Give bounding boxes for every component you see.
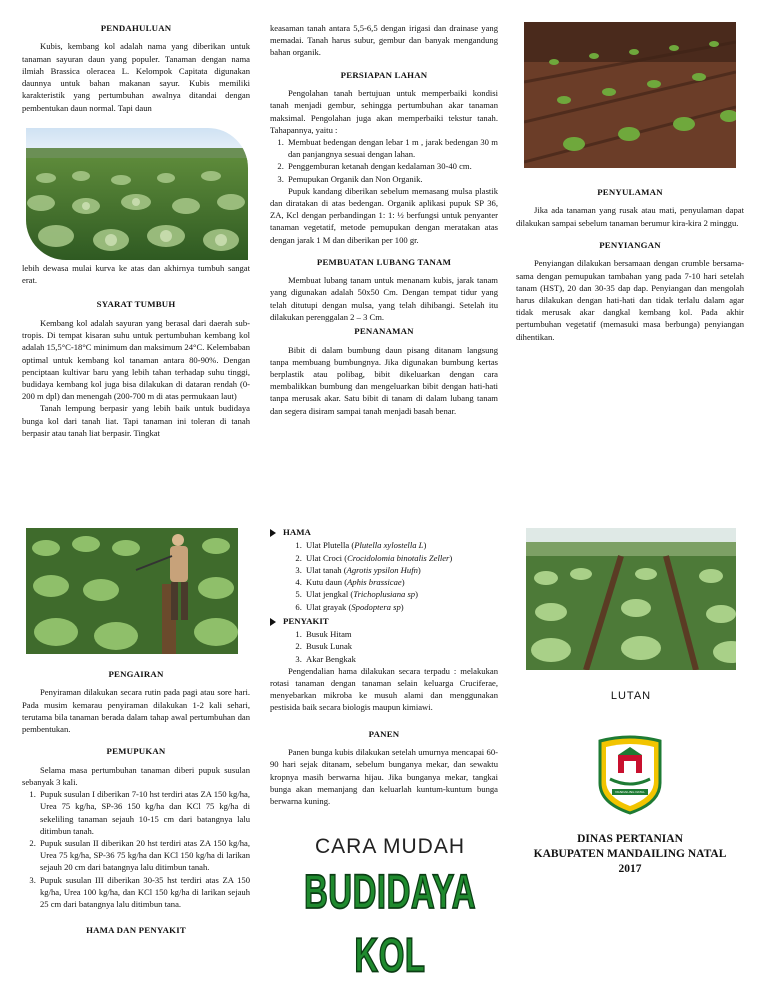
pemupukan-heading: PEMUPUKAN [106,746,166,757]
seal-text: MANDAILING NATAL [615,790,645,794]
triangle-bullet-icon [270,529,276,537]
panen-text: Panen bunga kubis dilakukan setelah umurnya mencapai 60-90 hari sejak ditanam, sebelum bunganya mekar, dan sewaktu kropnya masih berwarna hijau. Jika bunganya mekar, tangkai bunga akan memanjang dan keluarlah kuntum-kuntum bunga berwarna kuning. [270,747,498,806]
penyulaman-text: Jika ada tanaman yang rusak atau mati, penyulaman dapat dilakukan sampai sebelum tanaman berumur kira-kira 2 minggu. [516,205,744,228]
cover-title-line1: CARA MUDAH [314,835,466,858]
hama-item: 5. Ulat jengkal (Trichoplusiana sp) [304,588,498,600]
pengairan-heading: PENGAIRAN [108,669,164,679]
col-pendahuluan-cont [22,262,250,439]
hama-list [270,539,498,612]
triangle-bullet-icon [270,618,276,626]
pengairan-text: Penyiraman dilakukan secara rutin pada pagi atau sore hari. Pada musim kemarau penyiraman dilakukan 1-2 kali sehari, terutama bila tanaman berada dalam tahap awal pertumbuhan dan pembentukan. [22,687,250,735]
lahan-step: 1. Membuat bedengan dengan lebar 1 m , jarak bedengan 30 m dan panjangnya sesuai dengan lahan. [286,136,498,160]
regency-seal-icon [596,735,664,815]
col-hama [270,524,498,807]
pendahuluan-text-cont: lebih dewasa mulai kurva ke atas dan akhirnya tumbuh sangat erat. [22,263,250,286]
hama-item: 3. Ulat tanah (Agrotis ypsilon Hufn) [304,564,498,576]
lubang-heading: PEMBUATAN LUBANG TANAM [316,256,452,267]
publisher-regency: KABUPATEN MANDAILING NATAL [533,847,727,860]
hama-latin: Agrotis ypsilon Hufn [346,564,418,575]
pemupukan-item: 2. Pupuk susulan II diberikan 20 hst terdiri atas ZA 150 kg/ha, Urea 75 kg/ha, SP-36 75 kg/ha dan KCl 150 kg/ha di larikan sejauh 20 cm dari batangnya lalu ditimbun tanah. [38,837,250,874]
lahan-text-2: Pupuk kandang diberikan sebelum memasang mulsa plastik dan diratakan di atas bedengan. Organik aplikasi pupuk SP 36, ZA, Kcl dengan perbandingan 1: 1: ½ berfungsi untuk penyanter tanaman vegetatif, metode pemupukan dengan meratakan atas dengan jarak 1 M dan diberikan per 100 gr. [270,185,498,245]
hama-name: Ulat tanah [306,564,342,575]
hama-name: Kutu daun [306,577,343,588]
hama-latin: Crocidolomia binotalis Zeller [347,552,450,563]
pendahuluan-text: Kubis, kembang kol adalah nama yang diberikan untuk tanaman sayuran daun yang populer. Tanaman dengan nama ilmiah Brassica oleracea L. Kelompok Capitata digunakan daunnya untuk bahan makanan sayur. Kubis memiliki karakteristik yang pertumbuhan awalnya ditandai dengan pembentukan daun normal. Tapi daun [22,41,250,113]
pengendalian-text: Pengendalian hama dilakukan secara terpadu : melakukan rotasi tanaman dengan tanaman selain keluarga Cruciferae, menyebarkan mikroba ke musuh alami dan menggunakan pestisida baik secara biologis maupun kimiawi. [270,665,498,713]
pemupukan-text: Selama masa pertumbuhan tanaman diberi pupuk susulan sebanyak 3 kali. [22,764,250,787]
hama-name: Ulat grayak [306,601,347,612]
hama-latin: Plutella xylostella L [354,540,424,551]
col-pengairan [22,668,250,943]
hama-item: 6. Ulat grayak (Spodoptera sp) [304,601,498,613]
penyulaman-heading: PENYULAMAN [597,187,663,197]
cabbage-rows-photo [526,528,736,670]
lutan-label: LUTAN [610,690,652,702]
penyakit-item: 3. Akar Bengkak [304,653,498,665]
cabbage-field-photo [26,128,248,260]
hama-item: 1. Ulat Plutella (Plutella xylostella L) [304,539,498,551]
hama-label-row [270,526,498,538]
penyakit-label-row [270,615,498,627]
hama-latin: Trichoplusiana sp [353,589,416,600]
syarat-text-1: Kembang kol adalah sayuran yang berasal dari daerah sub-tropis. Di tempat kisaran suhu untuk pertumbuhan kembang kol adalah 15,5°C-18°C minimum dan maksimum 24°C. Kelembaban optimal untuk kembang kol tanaman antara 80-90%. Dengan penciptaan kultivar baru yang lebih tahan terhadap suhu tinggi, budidaya kembang kol juga bisa dilakukan di dataran rendah (0-200 m dpl) dan menengah (200-700 m di atas permukaan laut) [22,317,250,402]
hama-name: Ulat Croci [306,552,343,563]
watering-photo [26,528,238,654]
hama-item: 2. Ulat Croci (Crocidolomia binotalis Zeller) [304,552,498,564]
penyakit-label: PENYAKIT [283,615,329,626]
lahan-steps [270,136,498,185]
pemupukan-list [22,788,250,910]
lahan-step: 2. Penggemburan ketanah dengan kedalaman 30-40 cm. [286,160,498,172]
cover-title [290,835,490,982]
publisher-year: 2017 [618,862,642,875]
syarat-heading: SYARAT TUMBUH [96,299,176,310]
cover-title-line2: BUDIDAYA KOL [303,864,477,982]
publisher-block [516,832,744,877]
lahan-step: 3. Pemupukan Organik dan Non Organik. [286,173,498,185]
penanaman-heading: PENANAMAN [354,326,414,337]
hama-latin: Spodoptera sp [351,601,401,612]
penyakit-item: 2. Busuk Lunak [304,640,498,652]
penyiangan-heading: PENYIANGAN [599,239,661,250]
hama-latin: Aphis brassicae [347,577,402,588]
penyakit-item: 1. Busuk Hitam [304,628,498,640]
hama-penyakit-heading: HAMA DAN PENYAKIT [86,925,186,936]
hama-name: Ulat Plutella [306,540,350,551]
panen-heading: PANEN [368,728,400,739]
seedling-bed-photo [524,22,736,168]
col-lahan [270,22,498,417]
lubang-text: Membuat lubang tanam untuk menanam kubis, jarak tanam yang digunakan adalah 50x50 Cm. Dengan tempat tidur yang telah ditutupi dengan mulsa, yang telah dihibangi. Setelah itu dilakukan perenggalan 2 – 3 Cm. [270,275,498,322]
pemupukan-item: 3. Pupuk susulan III diberikan 30-35 hst terdiri atas ZA 150 kg/ha, Urea 100 kg/ha, dan KCl 150 kg/ha di larikan sejauh 25 cm dari batangnya lalu ditimbun tana. [38,874,250,911]
penyiangan-text: Penyiangan dilakukan bersamaan dengan crumble bersama-sama dengan pemupukan tambahan yang pada 7-10 hari setelah tanam (HST), 20 dan 30-35 dap dap. Penyiangan dan mengolah harus dilakukan dengan hati-hati dan tidak terlalu dalam agar tidak merusak akar dangkal kembang kol. Pada akhir pertumbuhan vegetatif (memasuki masa berbunga) penyiangan dihentikan. [516,258,744,342]
col-pendahuluan [22,22,250,114]
penyakit-list [270,628,498,665]
lahan-intro: keasaman tanah antara 5,5-6,5 dengan irigasi dan drainase yang memadai. Tanah harus subur, gembur dan banyak mengandung bahan organik. [270,23,498,58]
hama-name: Ulat jengkal [306,589,349,600]
pemupukan-item: 1. Pupuk susulan I diberikan 7-10 hst terdiri atas ZA 150 kg/ha, Urea 75 kg/ha, SP-36 150 kg/ha dan KCl 75 kg/ha di sekeliling tanaman sejauh 10-15 cm dari batangnya lalu ditimbun tanah. [38,788,250,837]
lahan-heading: PERSIAPAN LAHAN [340,69,428,80]
pendahuluan-heading: PENDAHULUAN [100,23,172,33]
hama-item: 4. Kutu daun (Aphis brassicae) [304,576,498,588]
hama-label: HAMA [283,527,311,537]
col-penyulaman [516,186,744,343]
lahan-text-1: Pengolahan tanah bertujuan untuk memperbaiki kondisi tanah menjadi gembur, sehingga pertumbuhan akar tanaman maksimal. Pengolahan juga akan memperbaiki tekstur tanah. Tahapannya, yaitu : [270,88,498,135]
penanaman-text: Bibit di dalam bumbung daun pisang ditanam langsung tanpa membuang bumbungnya. Jika digunakan bumbung kertas berplastik atau polibag, bibit dikeluarkan dengan cara membalikkan bumbung dan mengeluarkan bibit dengan hati-hati tanpa merusak akar. Satu bibit di tanam di dalam lubang tanam dan segera disiram sampai tanah menjadi basah benar. [270,344,498,416]
publisher-org: DINAS PERTANIAN [577,833,683,845]
syarat-text-2: Tanah lempung berpasir yang lebih baik untuk budidaya bunga kol dari tanah liat. Tapi tanaman ini toleran di tanah berpasir atau tanah liat berpasir. Tingkat [22,403,250,438]
